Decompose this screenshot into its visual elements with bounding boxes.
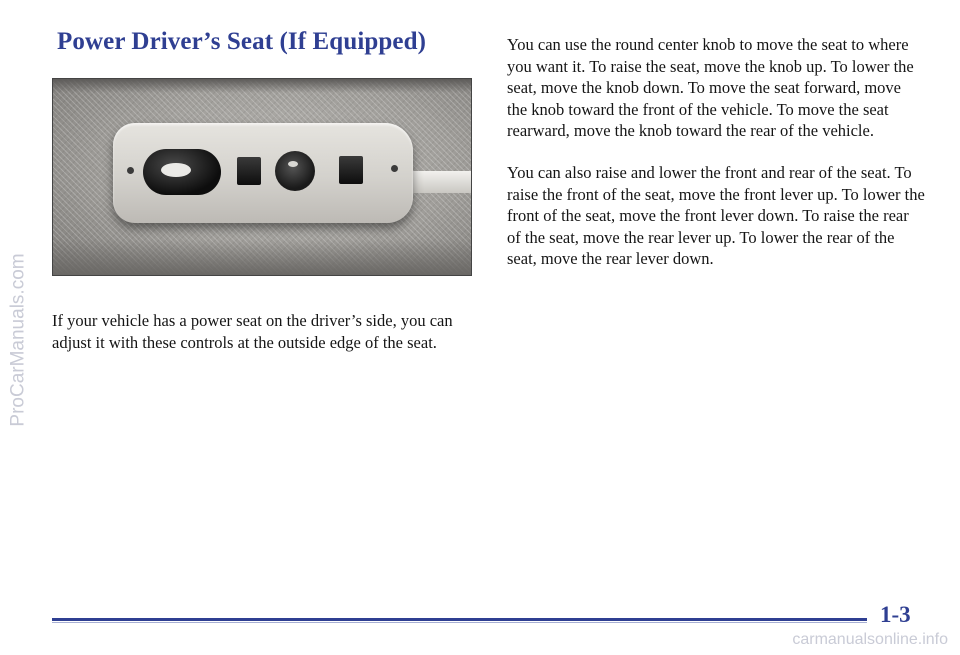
center-knob: [275, 151, 315, 191]
seat-lever: [143, 149, 221, 195]
photo-shadow-bottom: [53, 239, 471, 275]
seat-control-panel: [113, 123, 413, 223]
screw-right: [391, 165, 398, 172]
knob-paragraph: You can use the round center knob to move the seat to where you want it. To raise the seat, move the knob up. To lower the seat, move the knob down. To move the seat forward, move the knob toward the front of the vehicle. To move the seat rearward, move the knob toward the rear of the vehicle.: [507, 35, 914, 141]
bottom-watermark: carmanualsonline.info: [792, 631, 948, 648]
page-title: Power Driver’s Seat (If Equipped): [57, 28, 426, 55]
lever-highlight: [161, 163, 191, 177]
page-number: 1-3: [880, 602, 911, 627]
seat-controls-photo: [52, 78, 472, 276]
footer-rule-thin: [52, 622, 867, 623]
footer-rule: [52, 618, 867, 621]
lever-paragraph: You can also raise and lower the front and rear of the seat. To raise the front of the seat, move the front lever up. To lower the front of the seat, move the front lever down. To raise the rear of the seat, move the rear lever up. To lower the rear of the seat, move the rear lever down.: [507, 163, 925, 269]
screw-left: [127, 167, 134, 174]
front-switch: [237, 157, 261, 185]
knob-glint: [288, 161, 298, 167]
photo-shadow-top: [53, 79, 471, 93]
side-watermark-text: ProCarManuals.com: [8, 253, 30, 427]
side-watermark: [6, 210, 32, 470]
panel-bracket: [413, 171, 472, 193]
intro-paragraph: If your vehicle has a power seat on the driver’s side, you can adjust it with these controls at the outside edge of the seat.: [52, 311, 453, 352]
rear-switch: [339, 156, 363, 184]
